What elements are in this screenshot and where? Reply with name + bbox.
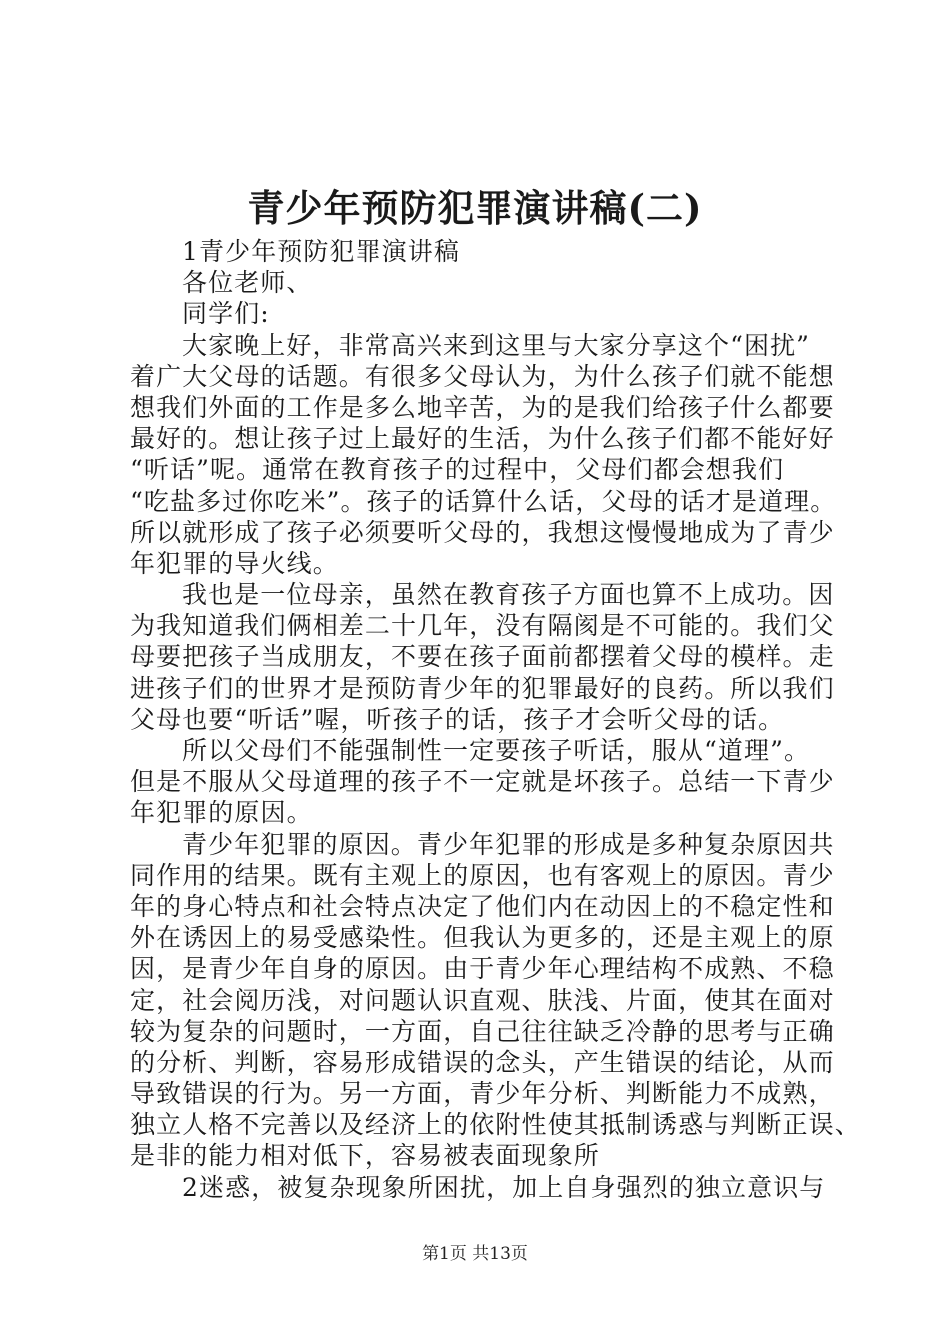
paragraph-start-line: 大家晚上好，非常高兴来到这里与大家分享这个“困扰” [182, 330, 811, 360]
text-line: 较为复杂的问题时，一方面，自己往往缺乏冷静的思考与正确 [130, 1016, 835, 1046]
document-body [130, 236, 861, 1203]
paragraph-start-line: 所以父母们不能强制性一定要孩子听话，服从“道理”。 [182, 736, 811, 765]
document-title: 青少年预防犯罪演讲稿(二) [247, 186, 703, 230]
text-line: 定，社会阅历浅，对问题认识直观、肤浅、片面，使其在面对 [130, 985, 835, 1015]
paragraph-start-line: 2迷惑，被复杂现象所困扰，加上自身强烈的独立意识与 [182, 1172, 826, 1202]
text-line: 最好的。想让孩子过上最好的生活，为什么孩子们都不能好好 [130, 424, 835, 454]
text-line: 所以就形成了孩子必须要听父母的，我想这慢慢地成为了青少 [130, 517, 835, 547]
text-line: 父母也要“听话”喔，听孩子的话，孩子才会听父母的话。 [130, 704, 785, 734]
text-line: 导致错误的行为。另一方面，青少年分析、判断能力不成熟， [130, 1079, 835, 1109]
text-line: 年犯罪的导火线。 [130, 548, 339, 578]
text-line: 年犯罪的原因。 [130, 798, 313, 828]
text-line: 但是不服从父母道理的孩子不一定就是坏孩子。总结一下青少 [130, 767, 835, 797]
text-line: 母要把孩子当成朋友，不要在孩子面前都摆着父母的模样。走 [130, 642, 835, 672]
text-line: 为我知道我们俩相差二十几年，没有隔阂是不可能的。我们父 [130, 611, 835, 641]
text-line: “听话”呢。通常在教育孩子的过程中，父母们都会想我们 [130, 455, 785, 485]
text-line: 同作用的结果。既有主观上的原因，也有客观上的原因。青少 [130, 860, 835, 890]
text-line: 独立人格不完善以及经济上的依附性使其抵制诱惑与判断正误、 [130, 1110, 861, 1140]
text-line: 外在诱因上的易受感染性。但我认为更多的，还是主观上的原 [130, 923, 835, 953]
text-line: 1青少年预防犯罪演讲稿 [182, 237, 461, 266]
text-line: 各位老师、 [182, 268, 313, 298]
text-line: 想我们外面的工作是多么地辛苦，为的是我们给孩子什么都要 [130, 392, 835, 422]
text-line: 年的身心特点和社会特点决定了他们内在动因上的不稳定性和 [130, 891, 835, 921]
paragraph-start-line: 青少年犯罪的原因。青少年犯罪的形成是多种复杂原因共 [182, 829, 835, 859]
text-line: 的分析、判断，容易形成错误的念头，产生错误的结论，从而 [130, 1047, 835, 1077]
text-line: “吃盐多过你吃米”。孩子的话算什么话，父母的话才是道理。 [130, 486, 837, 516]
text-line: 进孩子们的世界才是预防青少年的犯罪最好的良药。所以我们 [130, 673, 835, 703]
page-footer: 第1页 共13页 [422, 1244, 528, 1264]
text-line: 着广大父母的话题。有很多父母认为，为什么孩子们就不能想 [130, 361, 835, 391]
text-line: 同学们: [182, 299, 270, 329]
paragraph-start-line: 我也是一位母亲，虽然在教育孩子方面也算不上成功。因 [182, 580, 835, 610]
text-line: 因，是青少年自身的原因。由于青少年心理结构不成熟、不稳 [130, 954, 835, 984]
text-line: 是非的能力相对低下，容易被表面现象所 [130, 1141, 600, 1171]
